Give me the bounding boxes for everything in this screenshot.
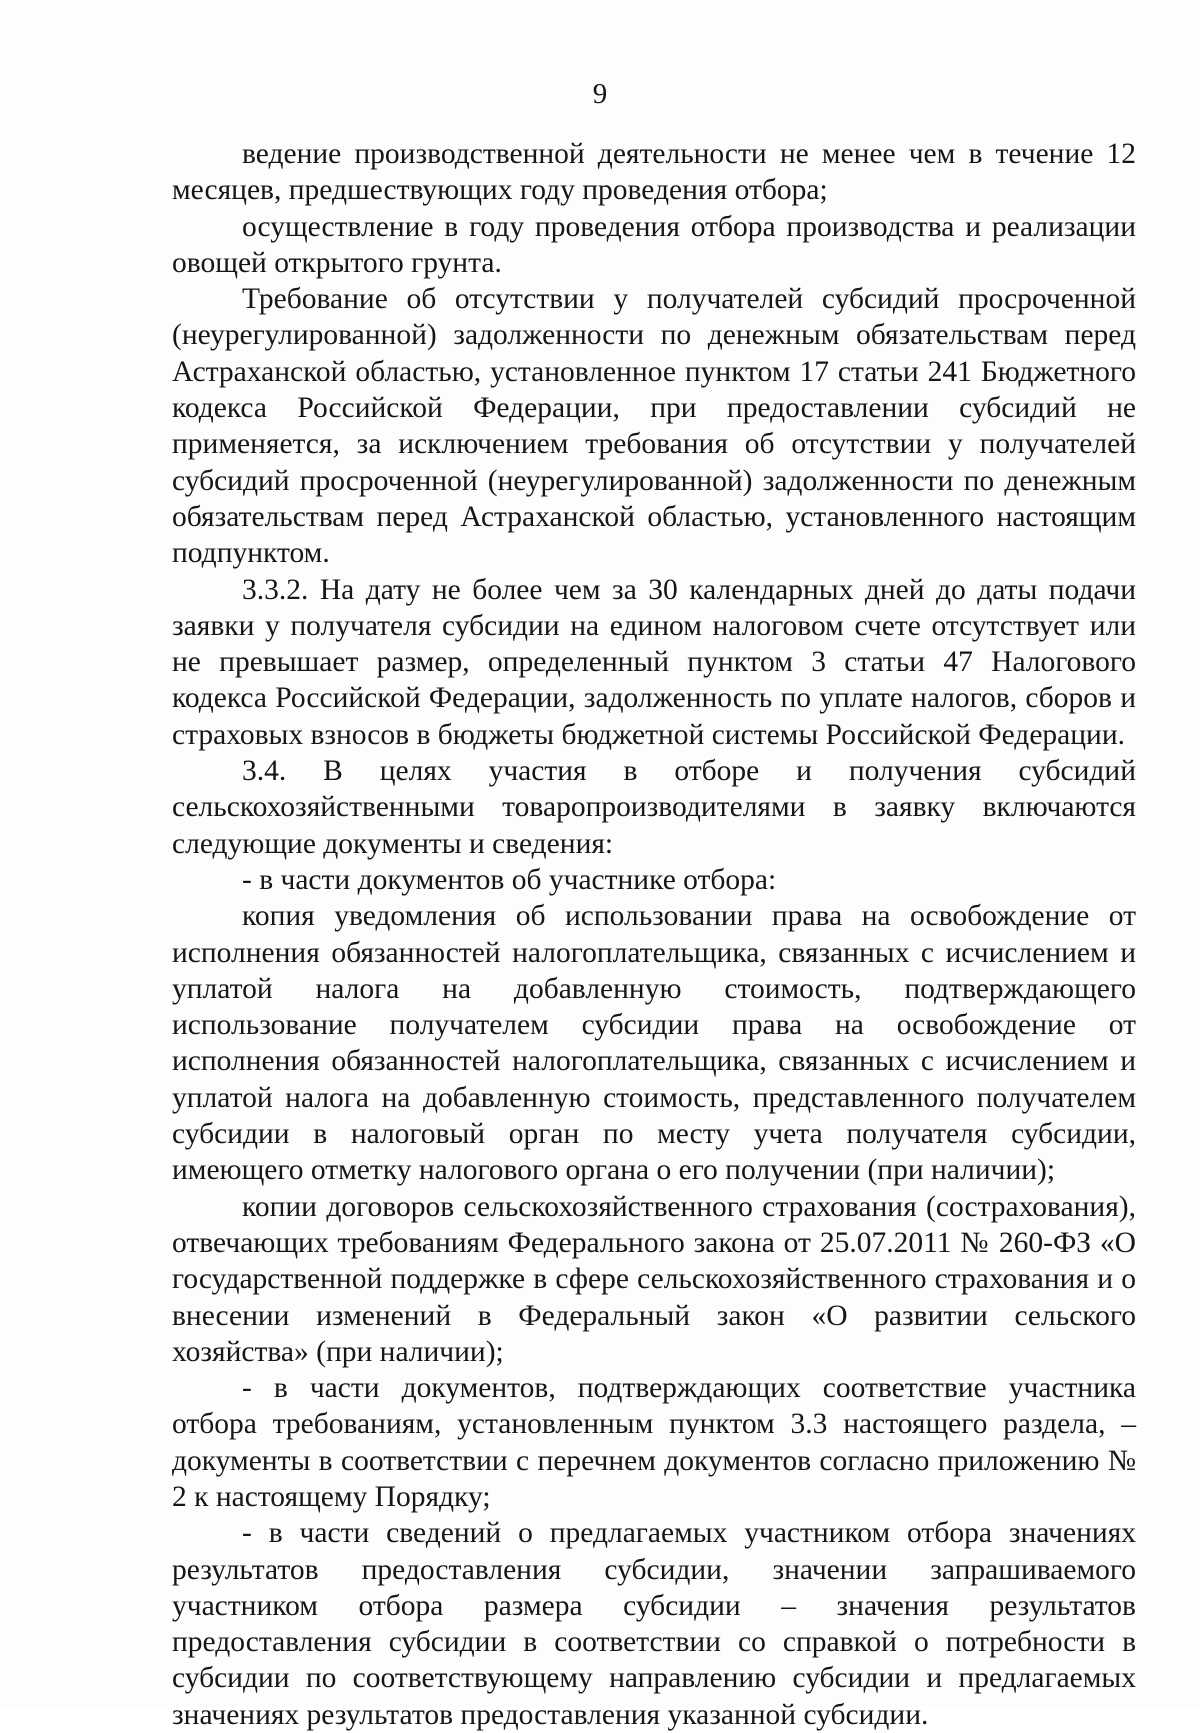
paragraph-compliance-documents: - в части документов, подтверждающих соответствие участника отбора требованиям, установленным пунктом 3.3 настоящего раздела, – документы в соответствии с перечнем документов согласно приложению № 2 к настоящему Порядку;	[172, 1372, 1136, 1513]
paragraph-3-3-2: 3.3.2. На дату не более чем за 30 календарных дней до даты подачи заявки у получателя субсидии на едином налоговом счете отсутствует или не превышает размер, определенный пунктом 3 статьи 47 Налогового кодекса Российской Федерации, задолженность по уплате налогов, сборов и страховых взносов в бюджеты бюджетной системы Российской Федерации.	[172, 573, 1136, 751]
paragraph-debt-requirement: Требование об отсутствии у получателей субсидий просроченной (неурегулированной) задолженности по денежным обязательствам перед Астраханской областью, установленное пунктом 17 статьи 241 Бюджетного кодекса Российской Федерации, при предоставлении субсидий не применяется, за исключением требования об отсутствии у получателей субсидий просроченной (неурегулированной) задолженности по денежным обязательствам перед Астраханской областью, установленного настоящим подпунктом.	[172, 283, 1136, 570]
paragraph-result-values: - в части сведений о предлагаемых участником отбора значениях результатов предоставления субсидии, значении запрашиваемого участником отбора размера субсидии – значения результатов предоставления субсидии в соответствии со справкой о потребности в субсидии по соответствующему направлению субсидии и предлагаемых значениях результатов предоставления указанной субсидии.	[172, 1517, 1136, 1731]
paragraph-3-4: 3.4. В целях участия в отборе и получения субсидий сельскохозяйственными товаропроизводителями в заявку включаются следующие документы и сведения:	[172, 755, 1136, 860]
document-body	[172, 136, 1136, 1733]
paragraph-participant-documents: - в части документов об участнике отбора:	[242, 863, 777, 896]
paragraph-vegetable-production: осуществление в году проведения отбора производства и реализации овощей открытого грунта.	[172, 210, 1136, 279]
paragraph-vat-notice-copy: копия уведомления об использовании права на освобождение от исполнения обязанностей налогоплательщика, связанных с исчислением и уплатой налога на добавленную стоимость, подтверждающего использование получателем субсидии права на освобождение от исполнения обязанностей налогоплательщика, связанных с исчислением и уплатой налога на добавленную стоимость, представленного получателем субсидии в налоговый орган по месту учета получателя субсидии, имеющего отметку налогового органа о его получении (при наличии);	[172, 900, 1136, 1187]
paragraph-insurance-contracts: копии договоров сельскохозяйственного страхования (сострахования), отвечающих требованиям Федерального закона от 25.07.2011 № 260-ФЗ «О государственной поддержке в сфере сельскохозяйственного страхования и о внесении изменений в Федеральный закон «О развитии сельского хозяйства» (при наличии);	[172, 1190, 1136, 1368]
paragraph-production-activity: ведение производственной деятельности не менее чем в течение 12 месяцев, предшествующих году проведения отбора;	[172, 138, 1136, 207]
page-number: 9	[592, 78, 608, 110]
